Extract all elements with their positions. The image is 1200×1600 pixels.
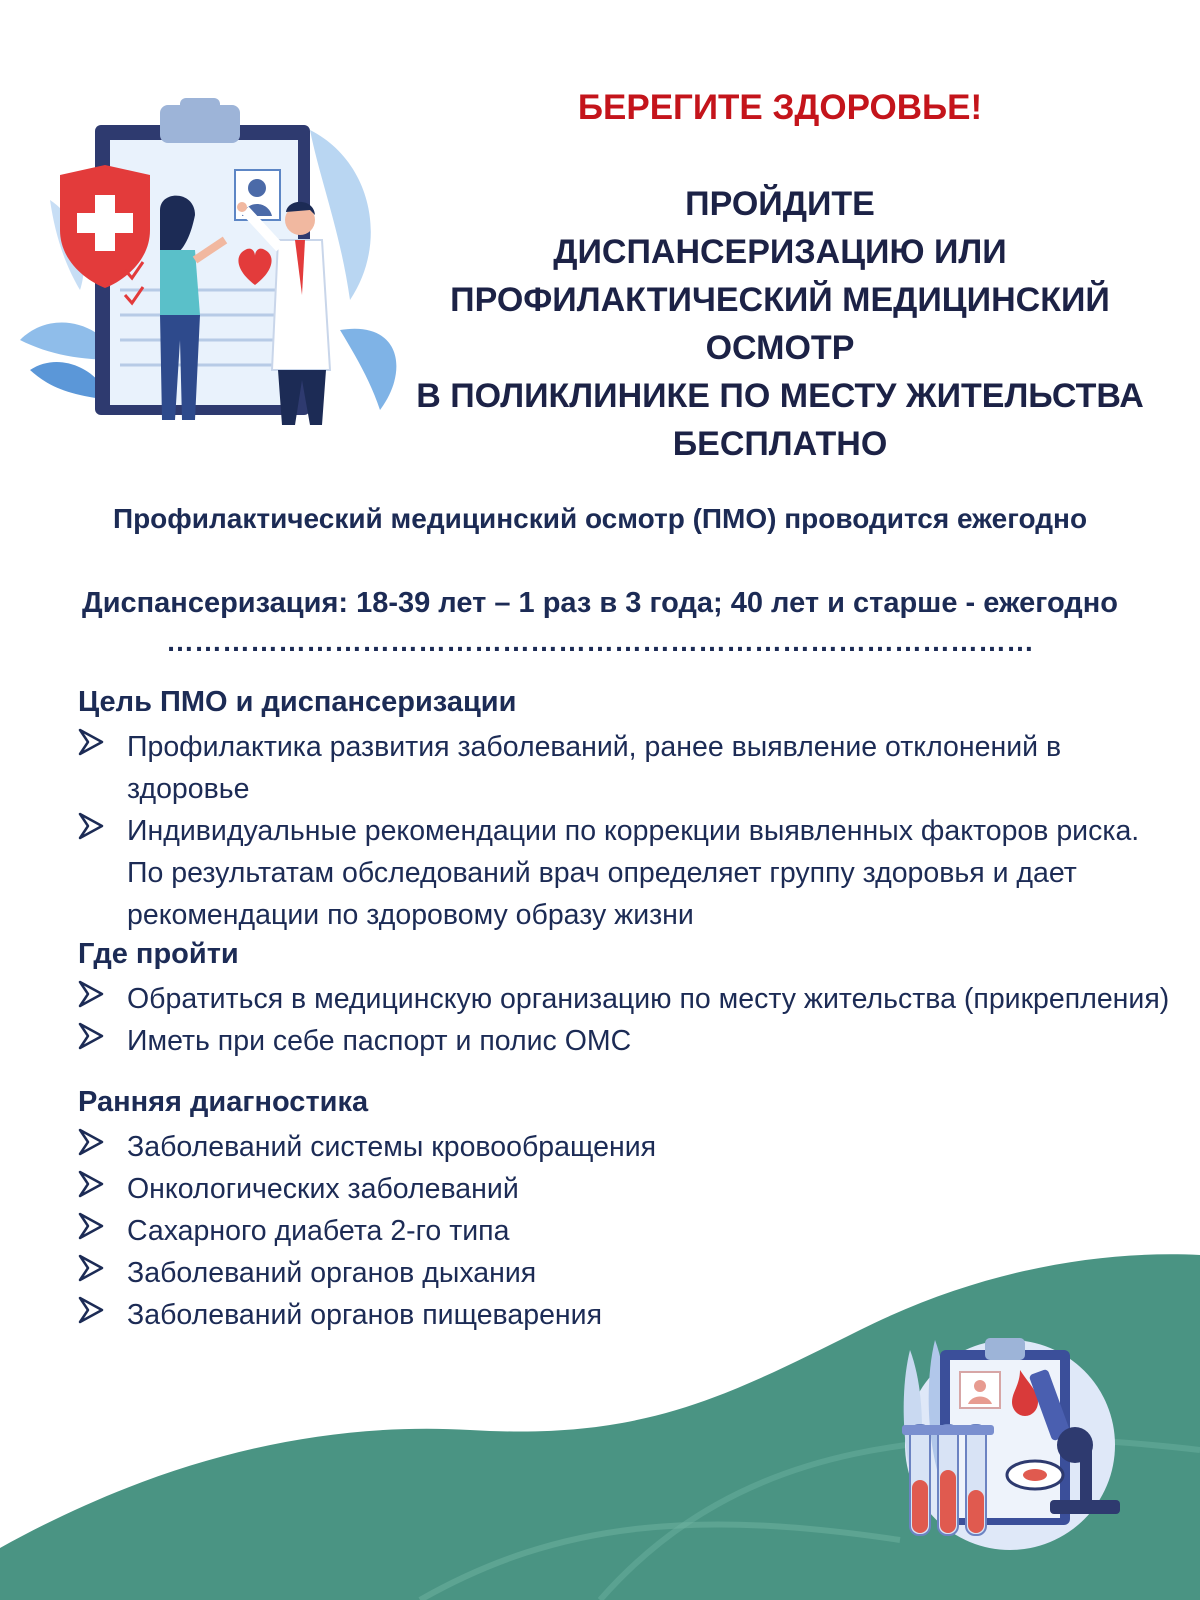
list-item-text: Обратиться в медицинскую организацию по месту жительства (прикрепления)	[127, 983, 1170, 1015]
arrowhead-bullet-icon	[78, 1021, 104, 1051]
dotted-divider: …………………………………………………………………………………	[166, 626, 1034, 657]
arrowhead-bullet-icon	[78, 811, 104, 841]
arrowhead-bullet-icon	[78, 1127, 104, 1157]
list-item	[78, 1020, 1178, 1062]
main-headline	[410, 180, 1150, 468]
arrowhead-bullet-icon	[78, 1169, 104, 1199]
doctor-patient-clipboard-illustration	[10, 70, 410, 450]
slogan-heading: БЕРЕГИТЕ ЗДОРОВЬЕ!	[577, 88, 983, 127]
dispensarization-schedule-note: Диспансеризация: 18-39 лет – 1 раз в 3 года; 40 лет и старше - ежегодно	[82, 587, 1118, 619]
list-item-text: Сахарного диабета 2-го типа	[127, 1215, 510, 1247]
arrowhead-bullet-icon	[78, 979, 104, 1009]
where-section-title: Где пройти	[78, 938, 239, 970]
list-item	[78, 1168, 1178, 1210]
goal-list	[78, 726, 1178, 936]
list-item-text: Заболеваний системы кровообращения	[127, 1131, 657, 1163]
headline-line: ПРОЙДИТЕ	[685, 185, 875, 223]
list-item	[78, 810, 1178, 936]
arrowhead-bullet-icon	[78, 727, 104, 757]
headline-line: ОСМОТР	[705, 329, 855, 367]
headline-line: В ПОЛИКЛИНИКЕ ПО МЕСТУ ЖИТЕЛЬСТВА	[416, 377, 1144, 415]
headline-line: ДИСПАНСЕРИЗАЦИЮ ИЛИ	[553, 233, 1007, 271]
list-item-text: Иметь при себе паспорт и полис ОМС	[127, 1025, 632, 1057]
where-list	[78, 978, 1178, 1062]
early-diagnostics-title: Ранняя диагностика	[78, 1086, 369, 1118]
list-item-text: Профилактика развития заболеваний, ранее выявление отклонений в здоровье	[127, 731, 1062, 805]
early-diagnostics-list	[78, 1126, 1178, 1336]
arrowhead-bullet-icon	[78, 1253, 104, 1283]
arrowhead-bullet-icon	[78, 1211, 104, 1241]
lab-microscope-test-tubes-illustration	[880, 1330, 1140, 1570]
list-item	[78, 978, 1178, 1020]
headline-line: БЕСПЛАТНО	[672, 425, 888, 463]
list-item-text: Онкологических заболеваний	[127, 1173, 519, 1205]
headline-line: ПРОФИЛАКТИЧЕСКИЙ МЕДИЦИНСКИЙ	[450, 281, 1110, 319]
pmo-frequency-note: Профилактический медицинский осмотр (ПМО) проводится ежегодно	[112, 503, 1088, 534]
list-item	[78, 1252, 1178, 1294]
list-item-text: Заболеваний органов пищеварения	[127, 1299, 603, 1331]
arrowhead-bullet-icon	[78, 1295, 104, 1325]
list-item-text: Индивидуальные рекомендации по коррекции выявленных факторов риска. По результатам обследований врач определяет группу здоровья и дает рекомендации по здоровому образу жизни	[127, 815, 1140, 931]
list-item	[78, 1126, 1178, 1168]
list-item	[78, 1210, 1178, 1252]
list-item-text: Заболеваний органов дыхания	[127, 1257, 537, 1289]
goal-section-title: Цель ПМО и диспансеризации	[78, 686, 517, 718]
list-item	[78, 726, 1178, 810]
